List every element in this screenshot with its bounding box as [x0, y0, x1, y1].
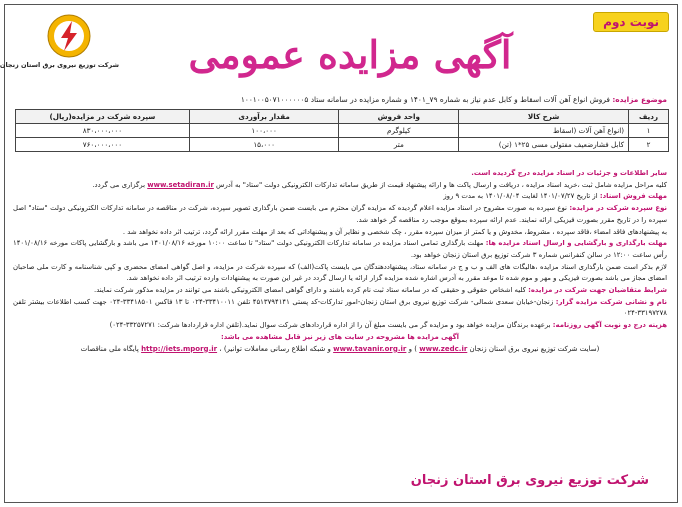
- header-description: شرح کالا: [459, 110, 629, 124]
- company-footer: شرکت توزیع نیروی برق استان زنجان: [410, 473, 649, 488]
- subject-label: موضوع مزایده:: [612, 95, 667, 104]
- ad-cost-paragraph: هزینه درج دو نوبت آگهی روزنامه: برعهده برندگان مزایده خواهد بود و مزایده گر می بایست مبلغ آن را از اداره قراردادهای شرکت سوال نماید.(تلفن اداره قراردادها شرکت: ۳۳۲۵۷۲۷۱-۰۲۴): [109, 321, 667, 330]
- websites-line: (سایت شرکت توزیع نیروی برق استان زنجان www.zedc.ir ) و www.tavanir.org.ir و شبکه اطلاع رسانی معاملات توانیر) ، http://iets.mporg.ir پایگاه ملی مناقصات: [80, 344, 600, 353]
- eligibility-paragraph: شرایط متقاضیان جهت شرکت در مزایده: کلیه اشخاص حقوقی و حقیقی که در سامانه ستاد ثبت نام کرده باشند و دارای گواهی امضای الکترونیکی باشند می توانند در مزایده مذکور شرکت نمایند.: [94, 286, 667, 295]
- cell-unit: کیلوگرم: [339, 124, 459, 138]
- cell-unit: متر: [339, 138, 459, 152]
- cell-deposit: ۷۶۰،۰۰۰،۰۰۰: [16, 138, 190, 152]
- cell-quantity: ۱۵،۰۰۰: [189, 138, 339, 152]
- cell-quantity: ۱۰۰،۰۰۰: [189, 124, 339, 138]
- header-row-number: ردیف: [629, 110, 669, 124]
- iets-link[interactable]: http://iets.mporg.ir: [141, 344, 218, 353]
- envelope-paragraph: لازم بذکر است ضمن بارگذاری اسناد مزایده ،هالیگات های الف و ب و ج در سامانه ستاد، پیشنهاددهندگان می بایست پاکت(الف) که سپرده شرکت در مزایده، و اصل گواهی امضای محضری و کپی شناسنامه و کارت ملی صاحبان امضای مجاز می باشد بصورت فیزیکی و مهر و موم شده تا موعد مقرر به آدرس اشاره شده مزایده گزار ارائه یا ارسال گردد در غیر این صورت به پیشنهادات وارده ترتیب اثر داده نخواهد شد.: [13, 262, 667, 283]
- company-logo: [0, 13, 119, 69]
- cell-deposit: ۸۳۰،۰۰۰،۰۰۰: [16, 124, 190, 138]
- rejection-paragraph: به پیشنهادهای فاقد امضاء ،فاقد سپرده ، مشروط، مخدوش و یا کمتر از میزان سپرده مقرر ، چک شخصی و نظایر آن و پیشنهاداتی که بعد از مهلت مقرر ارائه گردد، ترتیب اثر داده نخواهد شد .: [122, 227, 667, 236]
- subject-text: فروش انواع آهن آلات اسقاط و کابل عدم نیاز به شماره ۷۹_۱۴۰۱ و شماره مزایده در سامانه ستاد ۱۰۰۱۰۰۵۰۷۱۰۰۰۰۰۰۵: [240, 95, 610, 104]
- body-text: [13, 168, 667, 355]
- deposit-type-paragraph: نوع سپرده شرکت در مزایده: نوع سپرده به صورت مشروح در اسناد مزایده اعلام گردیده که مزایده گران محترم می بایست ضمن بارگذاری تصویر سپرده، شرکت در مناقصه در سامانه تدارکات الکترونیکی دولت "ستاد" اصل سپرده را در تاریخ مقرر بصورت فیزیکی ارائه نمایند. عدم ارائه سپرده بموقع موجب رد مناقصه گر خواهد شد.: [13, 204, 667, 224]
- cell-row-number: ۱: [629, 124, 669, 138]
- auction-subject: [17, 94, 667, 106]
- upload-deadline-paragraph: مهلت بارگذاری و بارگشایی و ارسال اسناد مزایده ها: مهلت بارگذاری تمامی اسناد مزایده در سامانه تدارکات الکترونیکی دولت "ستاد" تا ساعت ۱۰:۰۰ مورخه ۱۴۰۱/۰۸/۱۶ می باشد و بارگشایی پاکات مورخه ۱۴۰۱/۰۸/۱۶ رأس ساعت ۱۲:۰۰ در سالن کنفرانس شماره ۳ شرکت توزیع برق استان زنجان خواهد بود.: [13, 239, 667, 259]
- process-paragraph: کلیه مراحل مزایده شامل ثبت ،خرید اسناد مزایده ، دریافت و ارسال پاکت ها و ارائه پیشنهاد قیمت از طریق سامانه تدارکات الکترونیکی دولت "ستاد" به آدرس www.setadiran.ir برگزاری می گردد.: [92, 180, 667, 189]
- header-unit: واحد فروش: [339, 110, 459, 124]
- header-quantity: مقدار برآوردی: [189, 110, 339, 124]
- page-title: آگهی مزایده عمومی: [188, 32, 512, 77]
- details-note: سایر اطلاعات و جزئیات در اسناد مزایده درج گردیده است.: [471, 169, 667, 177]
- lightning-logo-icon: [46, 13, 92, 59]
- cell-row-number: ۲: [629, 138, 669, 152]
- tavanir-link[interactable]: www.tavanir.org.ir: [333, 344, 407, 353]
- company-address-paragraph: نام و نشانی شرکت مزایده گزار: زنجان-خیابان سعدی شمالی- شرکت توزیع نیروی برق استان زنجان-امور تدارکات-کد پستی ۴۵۱۳۷۹۴۱۴۱ تلفن ۳۳۴۱۰۰۱۱-۰۲۴ تا ۱۳ فاکس ۳۳۴۱۸۵۰۱-۰۲۴ جهت کسب اطلاعات بیشتر تلفن ۳۳۱۹۷۲۷۸-۰۲۴: [13, 297, 667, 318]
- logo-caption: شرکت توزیع نیروی برق استان زنجان: [0, 61, 119, 69]
- cell-description: کابل فشارضعیف مفتولی مسی ۲۵*۱ (تن): [459, 138, 629, 152]
- header: [0, 5, 677, 91]
- document-sale-deadline: مهلت فروش اسناد: از تاریخ ۱۴۰۱/۰۷/۲۷ لغایت ۱۴۰۱/۰۸/۰۴ به مدت ۹ روز: [443, 192, 667, 201]
- table-row: [16, 124, 669, 138]
- advertisement-page: [0, 4, 678, 503]
- round-badge: نوبت دوم: [593, 12, 669, 32]
- header-deposit: سپرده شرکت در مزایده(ریال): [16, 110, 190, 124]
- zedc-link[interactable]: www.zedc.ir: [419, 344, 468, 353]
- setadiran-link[interactable]: www.setadiran.ir: [147, 180, 214, 189]
- cell-description: (انواع آهن آلات (اسقاط: [459, 124, 629, 138]
- items-table: [15, 109, 669, 152]
- table-header-row: [16, 110, 669, 124]
- table-row: [16, 138, 669, 152]
- websites-note: آگهی مزایده ها مشروحه در سایت های زیر نیز قابل مشاهده می باشد:: [221, 332, 459, 341]
